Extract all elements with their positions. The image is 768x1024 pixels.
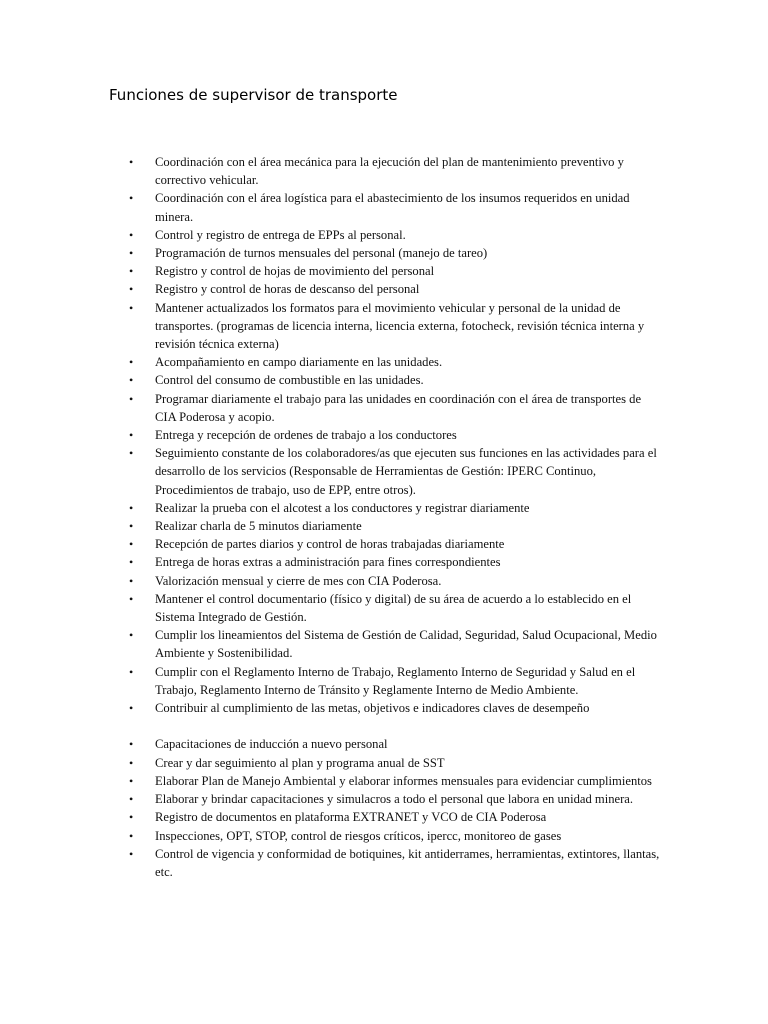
bullet-icon: • bbox=[129, 573, 134, 588]
list-item-text: Control del consumo de combustible en las unidades. bbox=[155, 373, 424, 388]
bullet-icon: • bbox=[129, 828, 134, 843]
list-item bbox=[0, 572, 768, 590]
list-item bbox=[0, 808, 768, 826]
list-item-text: Entrega y recepción de ordenes de trabajo a los conductores bbox=[155, 428, 457, 443]
list-item-text: Registro y control de horas de descanso del personal bbox=[155, 282, 420, 297]
bullet-icon: • bbox=[129, 191, 134, 206]
list-item-text: Acompañamiento en campo diariamente en las unidades. bbox=[155, 355, 443, 370]
list-item bbox=[0, 353, 768, 371]
bullet-icon: • bbox=[129, 737, 134, 752]
list-item-text: Mantener el control documentario (físico y digital) de su área de acuerdo a lo establecido en el Sistema Integrado de Gestión. bbox=[155, 591, 632, 625]
list-item bbox=[0, 553, 768, 571]
list-item-text: Realizar charla de 5 minutos diariamente bbox=[155, 519, 362, 534]
list-item-text: Cumplir con el Reglamento Interno de Trabajo, Reglamento Interno de Seguridad y Salud en el Trabajo, Reglamento Interno de Tránsito y Reglamente Interno de Medio Ambiente. bbox=[155, 664, 636, 697]
list-item bbox=[0, 426, 768, 444]
bullet-icon: • bbox=[129, 155, 134, 169]
bullet-icon: • bbox=[129, 628, 134, 643]
list-item bbox=[0, 499, 768, 517]
list-item-text: Elaborar y brindar capacitaciones y simulacros a todo el personal que labora en unidad minera. bbox=[155, 792, 634, 807]
functions-list bbox=[0, 153, 768, 881]
bullet-icon: • bbox=[129, 227, 134, 242]
list-item bbox=[0, 754, 768, 772]
list-item bbox=[0, 790, 768, 808]
list-item-text: Valorización mensual y cierre de mes con CIA Poderosa. bbox=[155, 573, 442, 588]
list-item-text: Cumplir los lineamientos del Sistema de Gestión de Calidad, Seguridad, Salud Ocupacional, Medio Ambiente y Sostenibilidad. bbox=[155, 628, 657, 661]
bullet-icon: • bbox=[129, 391, 134, 406]
list-item-text: Control y registro de entrega de EPPs al personal. bbox=[155, 227, 406, 242]
list-item-text: Programar diariamente el trabajo para las unidades en coordinación con el área de transportes de CIA Poderosa y acopio. bbox=[155, 391, 642, 424]
bullet-icon: • bbox=[129, 428, 134, 443]
list-item bbox=[0, 663, 768, 699]
bullet-icon: • bbox=[129, 282, 134, 297]
bullet-icon: • bbox=[129, 755, 134, 770]
list-item-text: Programación de turnos mensuales del personal (manejo de tareo) bbox=[155, 246, 488, 261]
list-item bbox=[0, 735, 768, 753]
bullet-icon: • bbox=[129, 373, 134, 388]
list-item bbox=[0, 244, 768, 262]
bullet-icon: • bbox=[129, 846, 134, 861]
list-item-text: Elaborar Plan de Manejo Ambiental y elaborar informes mensuales para evidenciar cumplimientos bbox=[155, 773, 652, 788]
list-item-text: Crear y dar seguimiento al plan y programa anual de SST bbox=[155, 755, 445, 770]
list-item-text: Entrega de horas extras a administración para fines correspondientes bbox=[155, 555, 501, 570]
list-item-text: Capacitaciones de inducción a nuevo personal bbox=[155, 737, 388, 752]
bullet-icon: • bbox=[129, 355, 134, 370]
list-item bbox=[0, 772, 768, 790]
bullet-icon: • bbox=[129, 300, 134, 315]
list-item bbox=[0, 153, 768, 189]
list-item bbox=[0, 517, 768, 535]
list-item bbox=[0, 827, 768, 845]
list-item bbox=[0, 189, 768, 225]
bullet-icon: • bbox=[129, 537, 134, 552]
list-item bbox=[0, 845, 768, 881]
bullet-icon: • bbox=[129, 500, 134, 515]
bullet-icon: • bbox=[129, 264, 134, 279]
document-title: Funciones de supervisor de transporte bbox=[109, 86, 398, 104]
bullet-icon: • bbox=[129, 591, 134, 606]
list-item-text: Registro de documentos en plataforma EXTRANET y VCO de CIA Poderosa bbox=[155, 810, 547, 825]
list-item bbox=[0, 262, 768, 280]
list-item-text: Recepción de partes diarios y control de horas trabajadas diariamente bbox=[155, 537, 505, 552]
list-item-text: Seguimiento constante de los colaboradores/as que ejecuten sus funciones en las actividades para el desarrollo de los servicios (Responsable de Herramientas de Gestión: IPERC Continuo, Procedimientos de trabajo, uso de EPP, entre otros). bbox=[155, 446, 657, 497]
bullet-icon: • bbox=[129, 446, 134, 461]
list-item bbox=[0, 371, 768, 389]
list-item bbox=[0, 390, 768, 426]
bullet-icon: • bbox=[129, 810, 134, 825]
list-item bbox=[0, 299, 768, 354]
list-item bbox=[0, 535, 768, 553]
list-item-text: Registro y control de hojas de movimiento del personal bbox=[155, 264, 435, 279]
bullet-icon: • bbox=[129, 664, 134, 679]
list-item-text: Coordinación con el área logística para el abastecimiento de los insumos requeridos en unidad minera. bbox=[155, 191, 630, 224]
list-item-text: Mantener actualizados los formatos para el movimiento vehicular y personal de la unidad de transportes. (programas de licencia interna, licencia externa, fotocheck, revisión técnica interna y revisión técnica externa) bbox=[155, 300, 645, 352]
list-item bbox=[0, 444, 768, 499]
list-item-text: Coordinación con el área mecánica para la ejecución del plan de mantenimiento preventivo y correctivo vehicular. bbox=[155, 155, 624, 188]
list-item bbox=[0, 590, 768, 626]
bullet-icon: • bbox=[129, 555, 134, 570]
list-item bbox=[0, 280, 768, 298]
bullet-icon: • bbox=[129, 701, 134, 716]
bullet-icon: • bbox=[129, 246, 134, 261]
bullet-icon: • bbox=[129, 773, 134, 788]
list-item-text: Contribuir al cumplimiento de las metas, objetivos e indicadores claves de desempeño bbox=[155, 701, 590, 716]
bullet-icon: • bbox=[129, 792, 134, 807]
bullet-icon: • bbox=[129, 519, 134, 534]
list-item bbox=[0, 626, 768, 662]
list-item-text: Inspecciones, OPT, STOP, control de riesgos críticos, ipercc, monitoreo de gases bbox=[155, 828, 562, 843]
list-item bbox=[0, 699, 768, 717]
list-item-text: Control de vigencia y conformidad de botiquines, kit antiderrames, herramientas, extintores, llantas, etc. bbox=[155, 846, 660, 879]
list-item bbox=[0, 226, 768, 244]
list-item-text: Realizar la prueba con el alcotest a los conductores y registrar diariamente bbox=[155, 500, 530, 515]
